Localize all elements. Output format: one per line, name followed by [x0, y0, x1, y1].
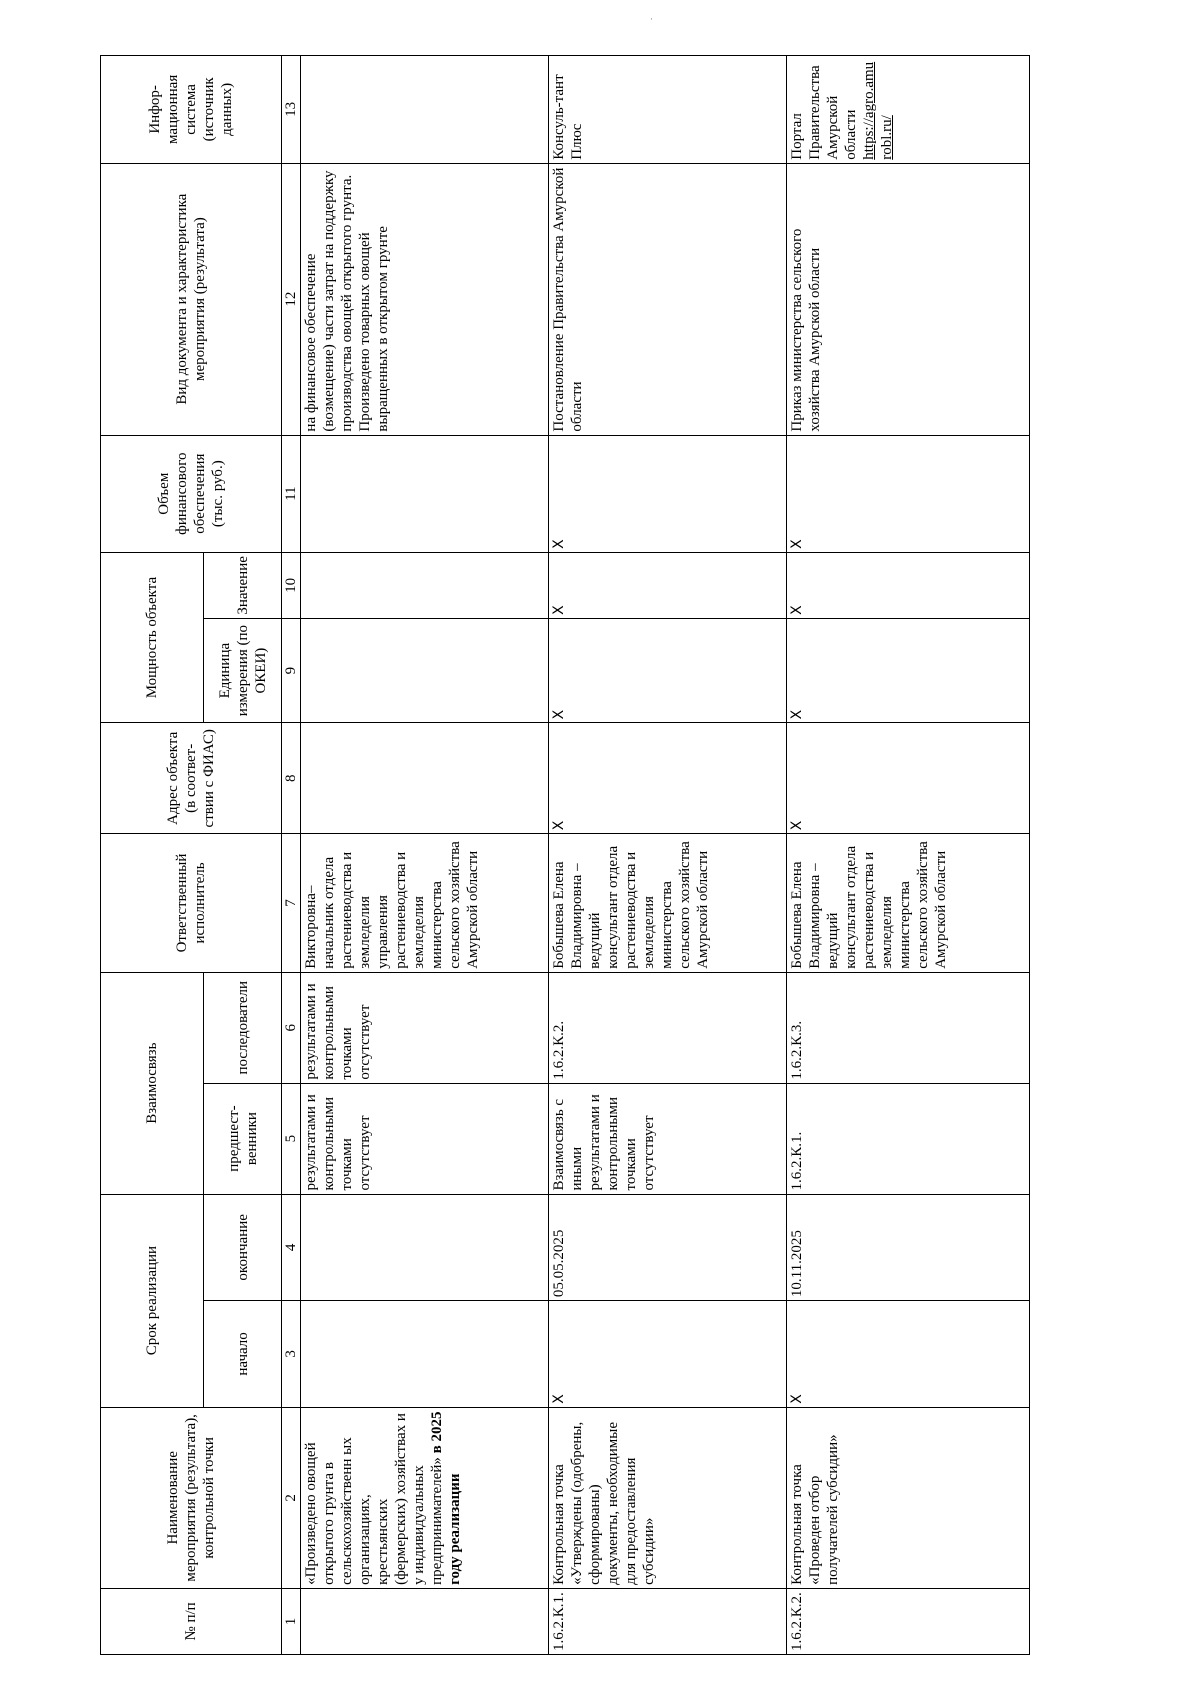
- row-successors-cell: 1.6.2.К.2.: [549, 972, 787, 1083]
- row-name-cell: «Произведено овощей открытого грунта в сельскохозяйственн ых организациях, крестьянских (фермерских) хозяйствах и у индивидуальных предпринимателей» в 2025 году реализации: [301, 1407, 549, 1588]
- header-address: Адрес объекта (в соответ-ствии с ФИАС): [101, 723, 282, 834]
- header-row-1: [101, 56, 204, 1655]
- header-system: Инфор-мационная система (источник данных): [101, 56, 282, 164]
- header-executor: Ответственный исполнитель: [101, 834, 282, 973]
- column-number: 2: [282, 1407, 301, 1588]
- table-row: [787, 56, 1030, 1655]
- row-system-cell: [787, 56, 1030, 164]
- column-number: 11: [282, 435, 301, 552]
- row-document-cell: на финансовое обеспечение (возмещение) части затрат на поддержку производства овощей открытого грунта. Произведено товарных овощей выращенных в открытом грунте: [301, 163, 549, 435]
- column-number: 12: [282, 163, 301, 435]
- row-name-cell: Контрольная точка «Утверждены (одобрены, сформированы) документы, необходимые для предоставления субсидии»: [549, 1407, 787, 1588]
- header-num: № п/п: [101, 1588, 282, 1654]
- column-number: 1: [282, 1588, 301, 1654]
- x-mark: X: [551, 539, 567, 549]
- row-predecessors-cell: Взаимосвязь с иными результатами и контрольными точками отсутствует: [549, 1083, 787, 1194]
- row-system-cell: Консуль-тант Плюс: [549, 56, 787, 164]
- row-finance-cell: [787, 435, 1030, 552]
- x-mark: X: [551, 709, 567, 720]
- row-finance-cell: [301, 435, 549, 552]
- row-start-cell: [787, 1301, 1030, 1408]
- x-mark: X: [789, 709, 805, 720]
- header-period: Срок реализации: [101, 1194, 204, 1407]
- header-capacity: Мощность объекта: [101, 552, 204, 723]
- header-start: начало: [204, 1301, 282, 1408]
- row-predecessors-cell: результатами и контрольными точками отсутствует: [301, 1083, 549, 1194]
- row-num-cell: 1.6.2.К.1.: [549, 1588, 787, 1654]
- row-executor-cell: Бобышева Елена Владимировна – ведущий консультант отдела растениеводства и земледелия министерства сельского хозяйства Амурской области: [549, 834, 787, 973]
- x-mark: X: [789, 820, 805, 831]
- column-number-row: [282, 56, 301, 1655]
- row-value-cell: [549, 552, 787, 618]
- column-number: 7: [282, 834, 301, 973]
- row-executor-cell: Бобышева Елена Владимировна – ведущий консультант отдела растениеводства и земледелия министерства сельского хозяйства Амурской области: [787, 834, 1030, 973]
- column-number: 9: [282, 618, 301, 722]
- row-address-cell: [549, 723, 787, 834]
- column-number: 6: [282, 972, 301, 1083]
- table-row: [301, 56, 549, 1655]
- x-mark: X: [551, 605, 567, 615]
- row-predecessors-cell: 1.6.2.К.1.: [787, 1083, 1030, 1194]
- row-value-cell: [301, 552, 549, 618]
- row-address-cell: [787, 723, 1030, 834]
- row-address-cell: [301, 723, 549, 834]
- header-link: Взаимосвязь: [101, 972, 204, 1194]
- header-name: Наименование мероприятия (результата), контрольной точки: [101, 1407, 282, 1588]
- system-portal-text: Портал Правительства Амурской области: [789, 65, 859, 160]
- column-number: 13: [282, 56, 301, 164]
- row-num-cell: 1.6.2.К.2.: [787, 1588, 1030, 1654]
- x-mark: X: [789, 605, 805, 615]
- row-document-cell: Приказ министерства сельского хозяйства Амурской области: [787, 163, 1030, 435]
- row-system-cell: [301, 56, 549, 164]
- row-end-cell: 05.05.2025: [549, 1194, 787, 1301]
- header-successors: последователи: [204, 972, 282, 1083]
- header-value: Значение: [204, 552, 282, 618]
- row-end-cell: 10.11.2025: [787, 1194, 1030, 1301]
- row-finance-cell: [549, 435, 787, 552]
- table-row: [549, 56, 787, 1655]
- row-unit-cell: [787, 618, 1030, 722]
- row-executor-cell: Викторовна– начальник отдела растениеводства и земледелия управления растениеводства и земледелия министерства сельского хозяйства Амурской области: [301, 834, 549, 973]
- row-name-bold: в 2025 году реализации: [429, 1411, 463, 1585]
- portal-link[interactable]: https://agro.amurobl.ru/: [861, 61, 895, 160]
- column-number: 10: [282, 552, 301, 618]
- row-value-cell: [787, 552, 1030, 618]
- header-unit: Единица измерения (по ОКЕИ): [204, 618, 282, 722]
- column-number: 5: [282, 1083, 301, 1194]
- row-start-cell: [549, 1301, 787, 1408]
- x-mark: X: [789, 539, 805, 549]
- column-number: 8: [282, 723, 301, 834]
- scan-speck: ·: [650, 14, 653, 24]
- row-name-cell: Контрольная точка «Проведен отбор получателей субсидии»: [787, 1407, 1030, 1588]
- row-unit-cell: [549, 618, 787, 722]
- x-mark: X: [789, 1394, 805, 1404]
- row-start-cell: [301, 1301, 549, 1408]
- header-finance: Объем финансового обеспечения (тыс. руб.): [101, 435, 282, 552]
- row-num-cell: [301, 1588, 549, 1654]
- plan-table: [100, 55, 1030, 1655]
- header-end: окончание: [204, 1194, 282, 1301]
- rotated-page: [100, 55, 1050, 1655]
- row-successors-cell: 1.6.2.К.3.: [787, 972, 1030, 1083]
- row-document-cell: Постановление Правительства Амурской области: [549, 163, 787, 435]
- row-successors-cell: результатами и контрольными точками отсутствует: [301, 972, 549, 1083]
- x-mark: X: [551, 820, 567, 831]
- row-unit-cell: [301, 618, 549, 722]
- row-end-cell: [301, 1194, 549, 1301]
- header-document: Вид документа и характеристика мероприятия (результата): [101, 163, 282, 435]
- column-number: 3: [282, 1301, 301, 1408]
- x-mark: X: [551, 1394, 567, 1404]
- header-predecessors: предшест-венники: [204, 1083, 282, 1194]
- column-number: 4: [282, 1194, 301, 1301]
